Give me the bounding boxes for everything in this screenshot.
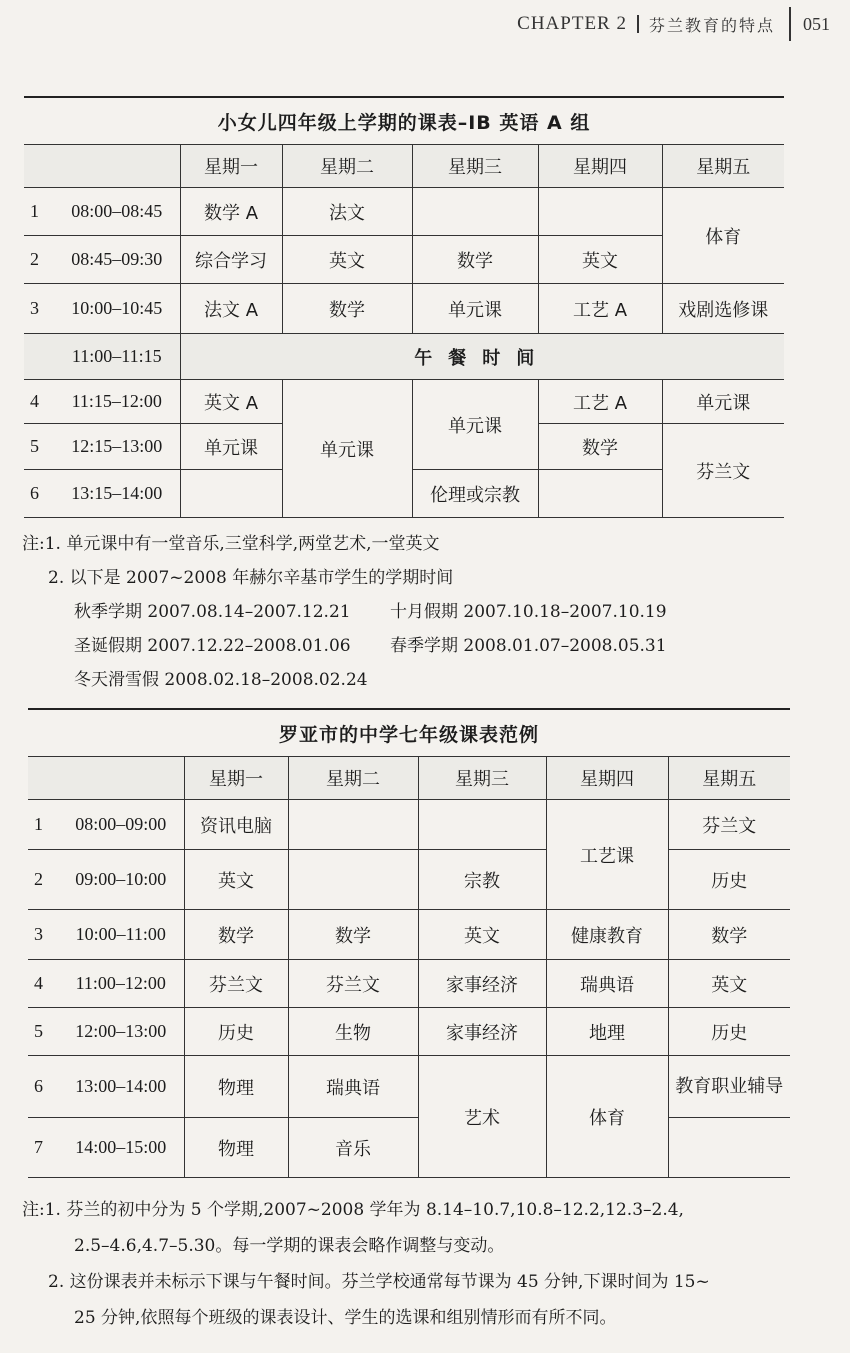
term-label: 十月假期 <box>389 602 458 622</box>
period-number <box>24 334 54 380</box>
period-number: 5 <box>24 424 54 470</box>
class-cell <box>538 470 662 518</box>
period-time: 13:00–14:00 <box>58 1056 184 1118</box>
class-cell: 综合学习 <box>180 236 282 284</box>
period-time: 11:15–12:00 <box>54 380 180 424</box>
day-header-row <box>28 757 790 800</box>
class-cell: 健康教育 <box>546 910 668 960</box>
class-cell: 家事经济 <box>418 1008 546 1056</box>
table-row <box>28 960 790 1008</box>
class-cell: 芬兰文 <box>288 960 418 1008</box>
class-cell: 数学 <box>288 910 418 960</box>
class-cell: 数学 <box>668 910 790 960</box>
chapter-title: 芬兰教育的特点 <box>648 15 775 35</box>
class-cell: 数学 <box>184 910 288 960</box>
class-cell: 生物 <box>288 1008 418 1056</box>
period-time: 13:15–14:00 <box>54 470 180 518</box>
table-row <box>24 284 784 334</box>
period-time: 14:00–15:00 <box>58 1118 184 1178</box>
class-cell: 单元课 <box>180 424 282 470</box>
class-cell <box>418 800 546 850</box>
class-cell: 音乐 <box>288 1118 418 1178</box>
class-cell: 瑞典语 <box>288 1056 418 1118</box>
timetable-title: 小女儿四年级上学期的课表–IB 英语 A 组 <box>24 97 784 145</box>
note-line: 25 分钟,依照每个班级的课表设计、学生的选课和组别情形而有所不同。 <box>74 1308 617 1328</box>
class-cell <box>412 188 538 236</box>
day-header: 星期五 <box>662 145 784 188</box>
header-divider <box>789 7 791 41</box>
note-line: 2. 以下是 2007~2008 年赫尔辛基市学生的学期时间 <box>48 568 454 588</box>
period-time: 12:15–13:00 <box>54 424 180 470</box>
class-cell: 瑞典语 <box>546 960 668 1008</box>
class-cell: 体育 <box>546 1056 668 1178</box>
class-cell: 英文 <box>668 960 790 1008</box>
class-cell: 英文 <box>184 850 288 910</box>
period-time: 10:00–10:45 <box>54 284 180 334</box>
class-cell: 工艺课 <box>546 800 668 910</box>
table-row <box>28 1056 790 1118</box>
class-cell: 法文 <box>282 188 412 236</box>
period-time: 12:00–13:00 <box>58 1008 184 1056</box>
day-header: 星期四 <box>546 757 668 800</box>
notes-table1 <box>22 532 667 702</box>
class-cell: 伦理或宗教 <box>412 470 538 518</box>
class-cell: 数学 A <box>180 188 282 236</box>
table-row <box>24 188 784 236</box>
class-cell: 地理 <box>546 1008 668 1056</box>
class-cell <box>538 188 662 236</box>
term-dates-line <box>22 668 667 702</box>
class-cell: 单元课 <box>412 284 538 334</box>
term-dates-line <box>22 634 667 668</box>
day-header: 星期一 <box>184 757 288 800</box>
class-cell: 单元课 <box>662 380 784 424</box>
term-label: 秋季学期 <box>74 602 142 622</box>
class-cell: 单元课 <box>412 380 538 470</box>
class-cell: 英文 A <box>180 380 282 424</box>
day-header-row <box>24 145 784 188</box>
period-time: 11:00–12:00 <box>58 960 184 1008</box>
class-cell: 资讯电脑 <box>184 800 288 850</box>
class-cell: 数学 <box>538 424 662 470</box>
day-header: 星期五 <box>668 757 790 800</box>
corner-cell <box>28 757 184 800</box>
period-number: 7 <box>28 1118 58 1178</box>
class-cell: 芬兰文 <box>668 800 790 850</box>
timetable-title: 罗亚市的中学七年级课表范例 <box>28 709 790 757</box>
page-number: 051 <box>803 13 830 34</box>
period-time: 10:00–11:00 <box>58 910 184 960</box>
note-line: 2.5–4.6,4.7–5.30。每一学期的课表会略作调整与变动。 <box>74 1236 505 1256</box>
note-line: 注:1. 单元课中有一堂音乐,三堂科学,两堂艺术,一堂英文 <box>22 534 440 554</box>
class-cell: 工艺 A <box>538 380 662 424</box>
day-header: 星期三 <box>412 145 538 188</box>
class-cell: 芬兰文 <box>184 960 288 1008</box>
day-header: 星期四 <box>538 145 662 188</box>
term-dates: 2007.08.14–2007.12.21 <box>147 602 351 622</box>
class-cell: 宗教 <box>418 850 546 910</box>
page-header <box>517 6 830 42</box>
term-label: 春季学期 <box>389 636 458 656</box>
class-cell: 戏剧选修课 <box>662 284 784 334</box>
period-number: 4 <box>24 380 54 424</box>
lunch-row <box>24 334 784 380</box>
class-cell: 教育职业辅导 <box>668 1056 790 1118</box>
class-cell <box>288 850 418 910</box>
class-cell: 英文 <box>282 236 412 284</box>
day-header: 星期三 <box>418 757 546 800</box>
period-number: 5 <box>28 1008 58 1056</box>
period-time: 09:00–10:00 <box>58 850 184 910</box>
period-number: 6 <box>24 470 54 518</box>
timetable-grade7 <box>28 708 790 1178</box>
note-line: 注:1. 芬兰的初中分为 5 个学期,2007~2008 学年为 8.14–10.7,10.8–12.2,12.3–2.4, <box>22 1200 684 1220</box>
notes-table2 <box>22 1198 710 1342</box>
term-dates: 2007.12.22–2008.01.06 <box>147 636 351 656</box>
class-cell: 单元课 <box>282 380 412 518</box>
class-cell: 工艺 A <box>538 284 662 334</box>
period-time: 11:00–11:15 <box>54 334 180 380</box>
class-cell: 历史 <box>668 1008 790 1056</box>
class-cell <box>288 800 418 850</box>
class-cell: 英文 <box>418 910 546 960</box>
class-cell: 英文 <box>538 236 662 284</box>
term-dates: 2008.02.18–2008.02.24 <box>164 670 368 690</box>
class-cell: 数学 <box>282 284 412 334</box>
class-cell: 物理 <box>184 1056 288 1118</box>
period-number: 4 <box>28 960 58 1008</box>
term-label: 圣诞假期 <box>74 636 142 656</box>
table-row <box>28 1008 790 1056</box>
table-row <box>24 380 784 424</box>
lunch-time-label: 午餐时间 <box>180 334 784 380</box>
period-number: 3 <box>28 910 58 960</box>
class-cell: 艺术 <box>418 1056 546 1178</box>
class-cell: 历史 <box>184 1008 288 1056</box>
class-cell: 历史 <box>668 850 790 910</box>
period-number: 3 <box>24 284 54 334</box>
term-label: 冬天滑雪假 <box>74 670 159 690</box>
term-dates-line <box>22 600 667 634</box>
class-cell <box>668 1118 790 1178</box>
table-row <box>28 910 790 960</box>
class-cell: 数学 <box>412 236 538 284</box>
day-header: 星期二 <box>282 145 412 188</box>
period-number: 6 <box>28 1056 58 1118</box>
period-time: 08:00–09:00 <box>58 800 184 850</box>
header-separator <box>637 15 639 33</box>
day-header: 星期二 <box>288 757 418 800</box>
period-time: 08:00–08:45 <box>54 188 180 236</box>
table-row <box>28 1118 790 1178</box>
table-row <box>28 800 790 850</box>
term-dates: 2007.10.18–2007.10.19 <box>463 602 667 622</box>
corner-cell <box>24 145 180 188</box>
note-line: 2. 这份课表并未标示下课与午餐时间。芬兰学校通常每节课为 45 分钟,下课时间为 15~ <box>48 1272 710 1292</box>
period-number: 1 <box>28 800 58 850</box>
period-time: 08:45–09:30 <box>54 236 180 284</box>
class-cell: 体育 <box>662 188 784 284</box>
period-number: 1 <box>24 188 54 236</box>
class-cell: 物理 <box>184 1118 288 1178</box>
term-dates: 2008.01.07–2008.05.31 <box>463 636 667 656</box>
period-number: 2 <box>24 236 54 284</box>
class-cell: 芬兰文 <box>662 424 784 518</box>
class-cell: 法文 A <box>180 284 282 334</box>
day-header: 星期一 <box>180 145 282 188</box>
chapter-label: CHAPTER 2 <box>517 13 627 34</box>
class-cell <box>180 470 282 518</box>
table-row <box>28 850 790 910</box>
period-number: 2 <box>28 850 58 910</box>
class-cell: 家事经济 <box>418 960 546 1008</box>
timetable-grade4 <box>24 96 784 518</box>
